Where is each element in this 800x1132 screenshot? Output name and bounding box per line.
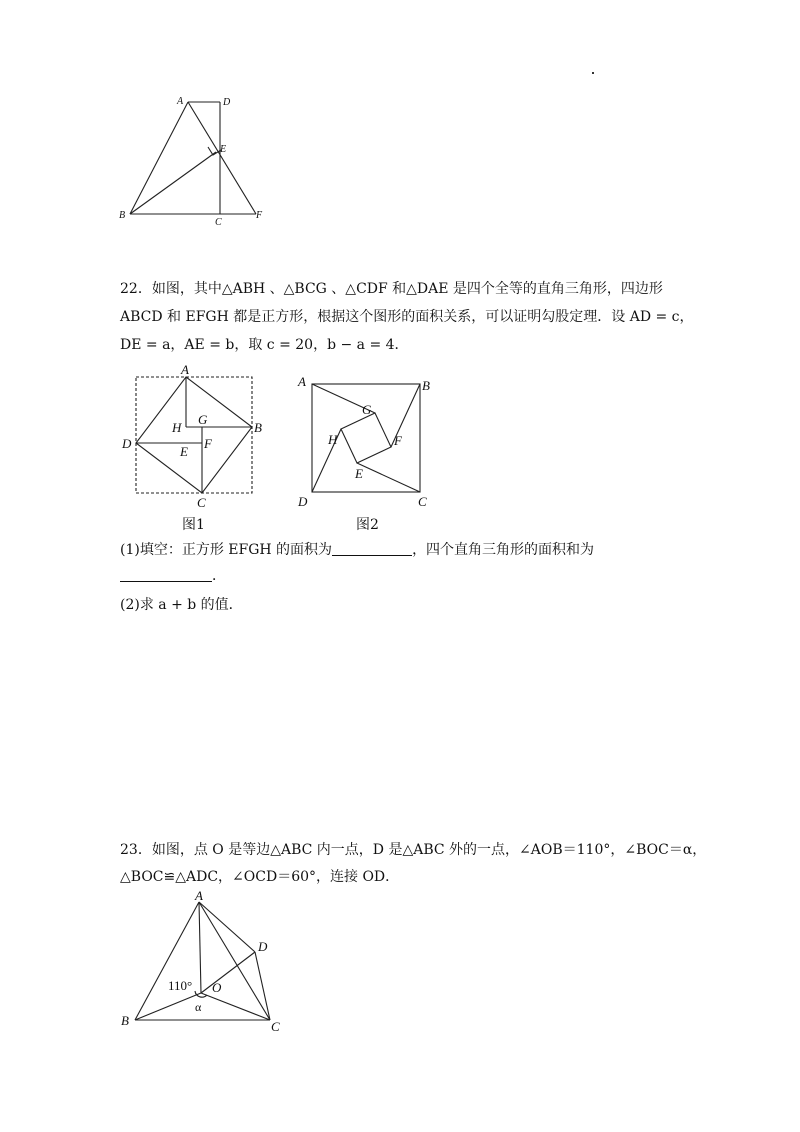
fig1-label-A: A [181,362,189,377]
segment-AB [135,902,199,1020]
fig1-label-B: B [254,420,262,435]
fig1-caption: 图1 [182,517,205,533]
q23-label-A: A [195,888,203,903]
answer-blank-1[interactable] [332,541,412,556]
label-B: B [119,210,126,221]
answer-blank-2[interactable] [120,567,212,582]
fig1-label-C: C [197,495,206,510]
fig2-label-A: A [298,374,306,389]
figure-1 [118,360,263,510]
q22-line-2: ABCD 和 EFGH 都是正方形，根据这个图形的面积关系，可以证明勾股定理．设 AD = c， [120,309,694,325]
segment-AC [199,902,270,1020]
fig2-label-E: E [355,466,363,481]
label-A: A [177,96,184,107]
fig2-caption: 图2 [356,517,379,533]
q22-sub1-mid: ，四个直角三角形的面积和为 [412,542,595,558]
label-C: C [215,217,222,228]
fig1-label-E: E [180,444,188,459]
segment-BE [130,152,216,214]
segment-CE [357,463,420,492]
q22-sub1 [120,537,594,564]
q23-label-C: C [271,1019,280,1033]
segment-OB [135,993,201,1020]
fig1-label-G: G [198,412,208,427]
fig1-label-H: H [172,420,182,435]
q23-label-D: D [258,939,268,954]
stray-dot [592,72,594,74]
fig1-label-D: D [122,436,132,451]
figure-2 [296,372,436,512]
label-F: F [256,210,263,221]
q22-sub2: (2)求 a + b 的值． [120,597,243,613]
fig2-label-B: B [422,378,430,393]
segment-AO [199,902,201,993]
segment-OD [201,952,255,993]
square-ABCD [136,377,252,493]
fig2-label-H: H [328,432,338,447]
q23-label-O: O [212,980,222,995]
fig2-label-C: C [418,494,427,509]
q23-line-2: △BOC≌△ADC，∠OCD＝60°，连接 OD． [120,869,400,885]
q22-line-3: DE = a，AE = b，取 c = 20，b − a = 4． [120,337,409,353]
square-EFGH [341,413,391,463]
fig1-label-F: F [204,436,212,451]
label-E: E [220,144,227,155]
q23-alpha-label: α [195,1000,202,1014]
q22-line-1: 22．如图，其中△ABH 、△BCG 、△CDF 和△DAE 是四个全等的直角三角形，四边形 [120,281,663,297]
label-D: D [223,97,231,108]
fig2-label-D: D [298,494,308,509]
q22-sub1-line2 [120,563,226,590]
segment-AF [188,102,256,214]
q23-label-B: B [121,1013,129,1028]
segment-DC [255,952,270,1020]
segment-AD [199,902,255,952]
figure-q23 [115,888,290,1033]
q23-angle-110: 110° [168,978,193,993]
fig2-label-G: G [362,402,372,417]
fig2-label-F: F [394,433,402,448]
q23-line-1: 23．如图，点 O 是等边△ABC 内一点，D 是△ABC 外的一点，∠AOB＝110°，∠BOC＝α， [120,842,707,858]
q22-sub1-end: ． [212,568,226,584]
segment-AB [130,102,188,214]
figure-q21 [110,90,280,230]
dashed-outer-square [136,377,252,493]
segment-OC [201,993,270,1020]
q22-sub1-prefix: (1)填空：正方形 EFGH 的面积为 [120,542,333,558]
